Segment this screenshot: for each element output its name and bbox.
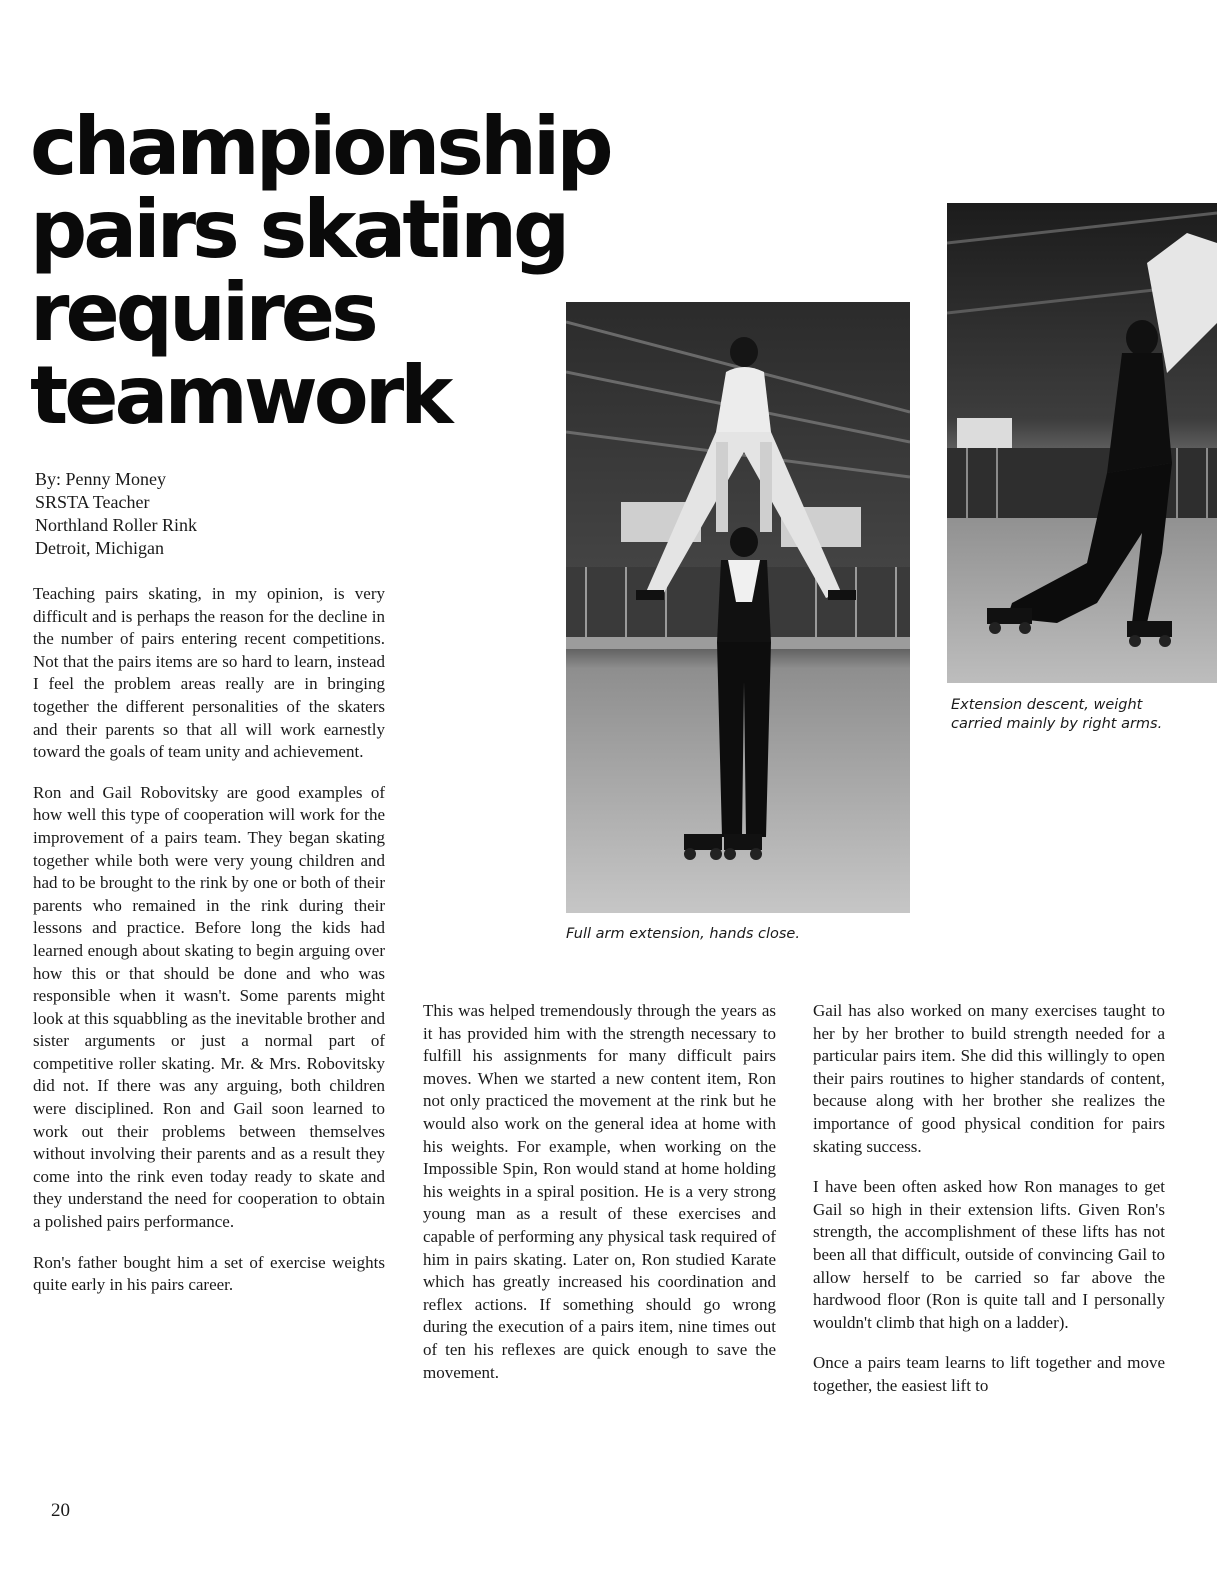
text-column-1 [33, 583, 385, 1315]
title-line: championship [30, 100, 610, 193]
article-title [30, 100, 610, 442]
title-line: pairs skating [30, 183, 567, 276]
paragraph: This was helped tremendously through the years as it has provided him with the strength necessary to fulfill his assignments for many difficult pairs moves. When we started a new content item, Ron not only practiced the movement at the rink but he would also work on the general idea at home with his weights. For example, when working on the Impossible Spin, Ron would stand at home holding his weights in a spiral position. He is a very strong young man as a result of these exercises and capable of performing any physical task required of him in pairs skating. Later on, Ron studied Karate which has greatly increased his coordination and reflex actions. If something should go wrong during the execution of a pairs item, nine times out of ten his reflexes are quick enough to save the movement. [423, 1001, 776, 1382]
byline-role: SRSTA Teacher [35, 492, 150, 512]
byline-rink: Northland Roller Rink [35, 515, 197, 535]
text-column-2 [423, 1000, 776, 1402]
paragraph: I have been often asked how Ron manages to get Gail so high in their extension lifts. Given Ron's strength, the accomplishment of these lifts has not been all that difficult, outside of convincing Gail to allow herself to be carried so far above the hardwood floor (Ron is quite tall and I personally wouldn't climb that high on a ladder). [813, 1177, 1165, 1332]
paragraph: Gail has also worked on many exercises taught to her by her brother to build strength needed for a particular pairs item. She did this willingly to open their pairs routines to higher standards of content, because along with her brother she realizes the importance of good physical condition for pairs skating success. [813, 1001, 1165, 1156]
page-number: 20 [51, 1500, 70, 1521]
byline-location: Detroit, Michigan [35, 538, 164, 558]
title-line: requires [30, 266, 375, 359]
byline-author: By: Penny Money [35, 469, 167, 489]
photo-extension-descent [947, 203, 1217, 683]
title-line: teamwork [30, 349, 450, 442]
photo-full-arm-extension [566, 302, 910, 913]
photo-illustration [947, 203, 1217, 683]
paragraph: Ron and Gail Robovitsky are good examples of how well this type of cooperation will work for the improvement of a pairs team. They began skating together while both were very young children and had to be brought to the rink by one or both of their parents who remained in the rink during their lessons and practice. Before long the kids had learned enough about skating to begin arguing over how this or that should be done and who was responsible when it wasn't. Some parents might look at this squabbling as the inevitable brother and sister arguments or just a normal part of competitive roller skating. Mr. & Mrs. Robovitsky did not. If there was any arguing, both children were disciplined. Ron and Gail soon learned to work out their problems between themselves without involving their parents and as a result they come into the rink even today ready to skate and they understand the need for cooperation to obtain a polished pairs performance. [33, 782, 385, 1232]
text-column-3 [813, 1000, 1165, 1416]
paragraph: Once a pairs team learns to lift together and move together, the easiest lift to [813, 1353, 1165, 1395]
paragraph: Ron's father bought him a set of exercise weights quite early in his pairs career. [33, 1252, 385, 1295]
photo-caption: Extension descent, weight carried mainly by right arms. [951, 697, 1163, 732]
photo-caption: Full arm extension, hands close. [566, 926, 800, 942]
photo-illustration [566, 302, 910, 913]
byline [35, 468, 197, 560]
paragraph: Teaching pairs skating, in my opinion, is very difficult and is perhaps the reason for the decline in the number of pairs entering recent competitions. Not that the pairs items are so hard to learn, instead I feel the problem areas really are in bringing together the different personalities of the skaters and their parents so that all will work earnestly toward the goals of team unity and achievement. [33, 584, 385, 762]
